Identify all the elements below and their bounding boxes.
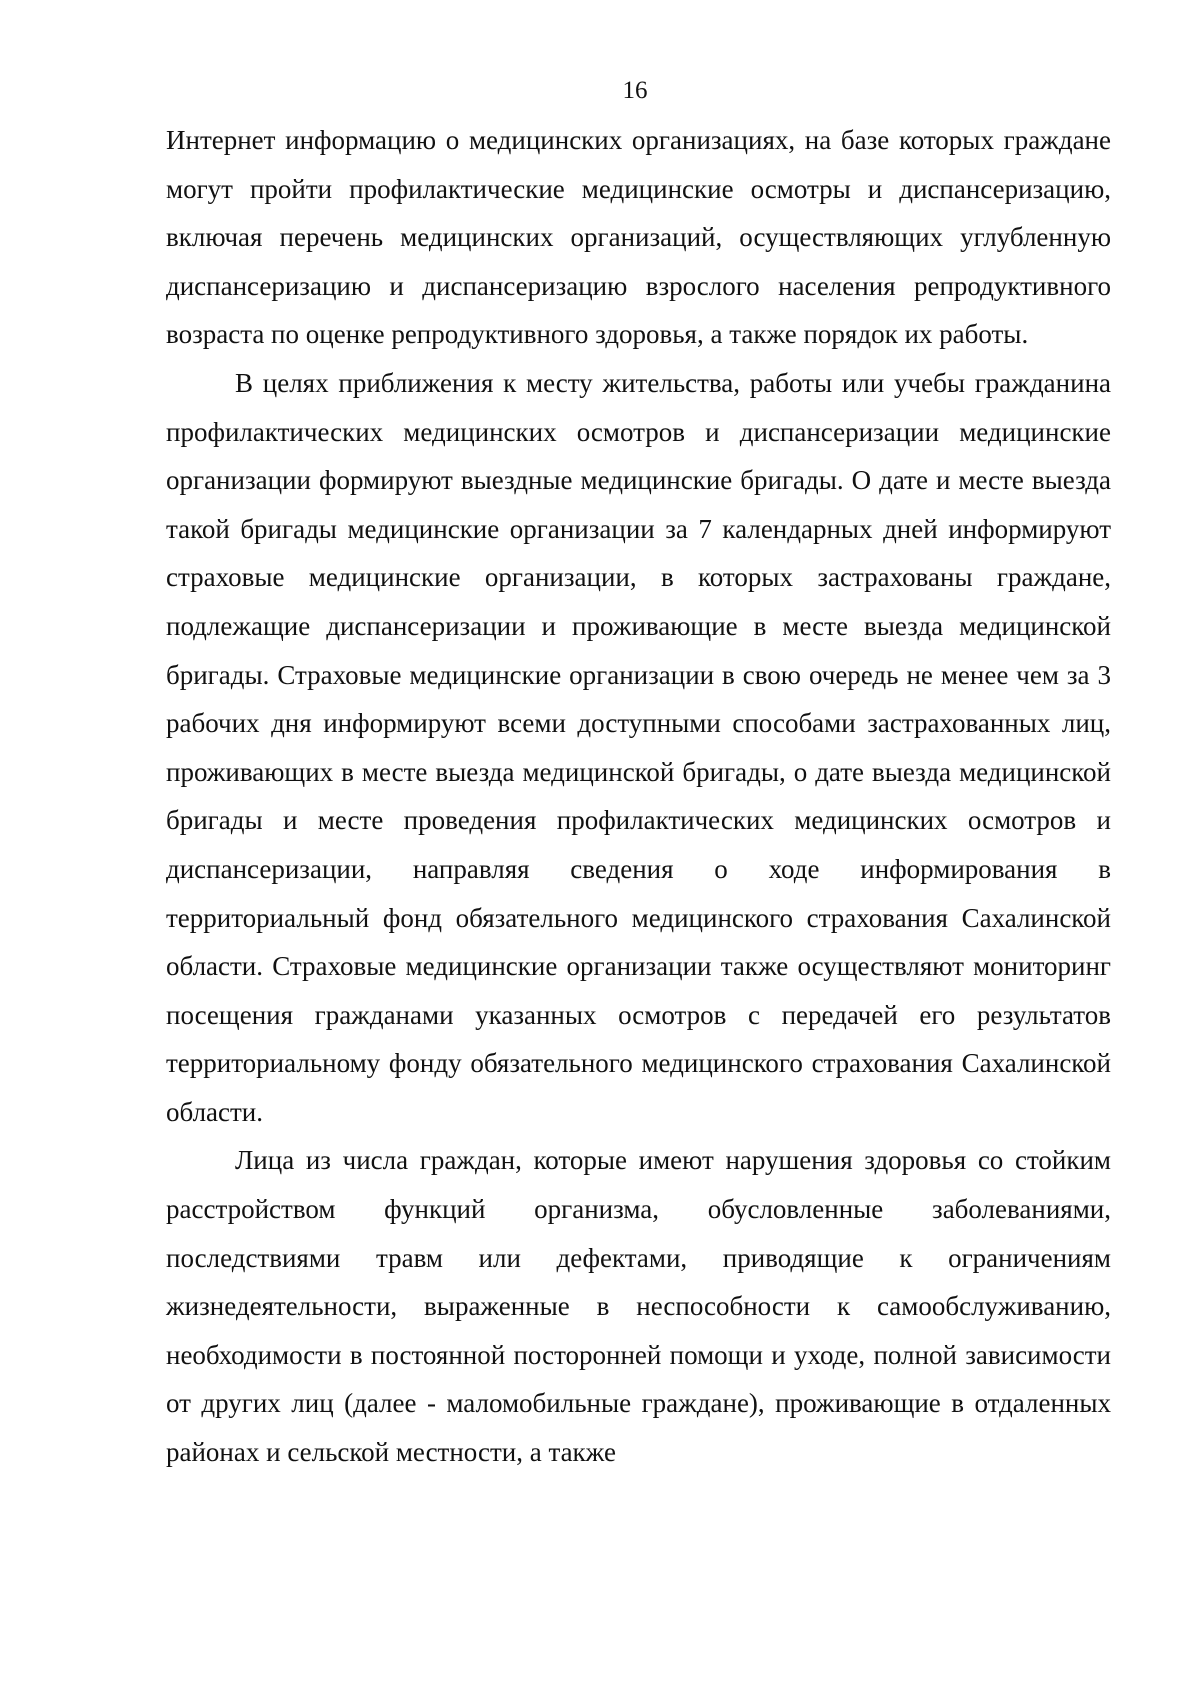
paragraph-low-mobility-citizens: Лица из числа граждан, которые имеют нарушения здоровья со стойким расстройством функций организма, обусловленные заболеваниями, последствиями травм или дефектами, приводящие к ограничениям жизнедеятельности, выраженные в неспособности к самообслуживанию, необходимости в постоянной посторонней помощи и уходе, полной зависимости от других лиц (далее - маломобильные граждане), проживающие в отдаленных районах и сельской местности, а также — [166, 1145, 1111, 1468]
paragraph-continuation: Интернет информацию о медицинских организациях, на базе которых граждане могут пройти профилактические медицинские осмотры и диспансеризацию, включая перечень медицинских организаций, осуществляющих углубленную диспансеризацию и диспансеризацию взрослого населения репродуктивного возраста по оценке репродуктивного здоровья, а также порядок их работы. — [166, 125, 1111, 350]
paragraph-mobile-brigades: В целях приближения к месту жительства, работы или учебы гражданина профилактических медицинских осмотров и диспансеризации медицинские организации формируют выездные медицинские бригады. О дате и месте выезда такой бригады медицинские организации за 7 календарных дней информируют страховые медицинские организации, в которых застрахованы граждане, подлежащие диспансеризации и проживающие в месте выезда медицинской бригады. Страховые медицинские организации в свою очередь не менее чем за 3 рабочих дня информируют всеми доступными способами застрахованных лиц, проживающих в месте выезда медицинской бригады, о дате выезда медицинской бригады и месте проведения профилактических медицинских осмотров и диспансеризации, направляя сведения о ходе информирования в территориальный фонд обязательного медицинского страхования Сахалинской области. Страховые медицинские организации также осуществляют мониторинг посещения гражданами указанных осмотров с передачей его результатов территориальному фонду обязательного медицинского страхования Сахалинской области. — [166, 367, 1111, 1127]
document-body — [166, 116, 1111, 1477]
page-number: 16 — [622, 77, 648, 104]
